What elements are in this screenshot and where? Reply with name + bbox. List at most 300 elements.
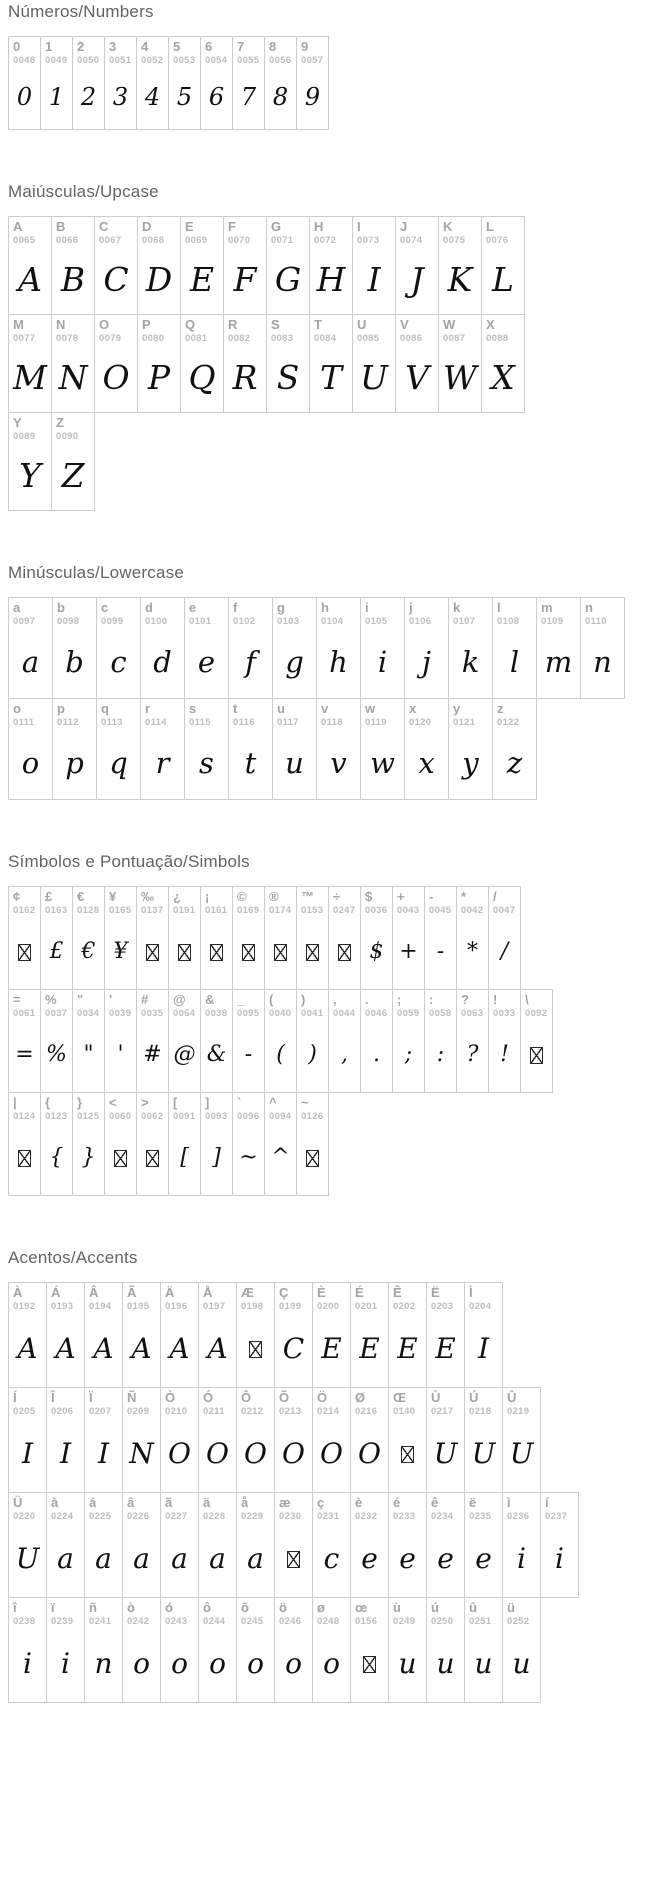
missing-glyph-box bbox=[210, 944, 223, 961]
cell-unicode-code: 0165 bbox=[109, 904, 132, 916]
cell-head bbox=[313, 1493, 350, 1522]
cell-unicode-code: 0074 bbox=[400, 234, 423, 246]
cell-char-label: ã bbox=[165, 1495, 173, 1510]
cell-char-label: X bbox=[486, 317, 495, 332]
cell-head bbox=[161, 1388, 198, 1417]
glyph-cell-0093 bbox=[200, 1092, 233, 1196]
cell-head bbox=[405, 598, 448, 627]
glyph-cell-0112 bbox=[52, 698, 97, 800]
cell-head bbox=[493, 598, 536, 627]
cell-char-label: n bbox=[585, 600, 593, 615]
cell-head bbox=[47, 1598, 84, 1627]
glyph: H bbox=[316, 260, 346, 300]
glyph-cell-0105 bbox=[360, 597, 405, 699]
cell-unicode-code: 0228 bbox=[203, 1510, 226, 1522]
cell-unicode-code: 0051 bbox=[109, 54, 132, 66]
cell-char-label: u bbox=[277, 701, 285, 716]
cell-unicode-code: 0125 bbox=[77, 1110, 100, 1122]
glyph-cell-0097 bbox=[8, 597, 53, 699]
cell-unicode-code: 0077 bbox=[13, 332, 36, 344]
cell-head bbox=[482, 315, 524, 344]
glyph-cell-0076 bbox=[481, 216, 525, 315]
cell-char-label: y bbox=[453, 701, 461, 716]
cell-head bbox=[41, 1093, 72, 1122]
cell-unicode-code: 0119 bbox=[365, 716, 387, 728]
glyph-cell-0059 bbox=[392, 989, 425, 1093]
missing-glyph-box bbox=[18, 1150, 31, 1167]
glyph: a bbox=[57, 1542, 74, 1576]
cell-unicode-code: 0114 bbox=[145, 716, 167, 728]
cell-unicode-code: 0247 bbox=[333, 904, 356, 916]
cell-char-label: € bbox=[77, 889, 85, 904]
cell-unicode-code: 0243 bbox=[165, 1615, 188, 1627]
cell-unicode-code: 0071 bbox=[271, 234, 294, 246]
cell-unicode-code: 0194 bbox=[89, 1300, 112, 1312]
glyph: e bbox=[475, 1542, 492, 1576]
glyph: y bbox=[462, 745, 479, 780]
glyph: A bbox=[55, 1332, 76, 1366]
cell-char-label: ; bbox=[397, 992, 402, 1007]
glyph: g bbox=[285, 644, 304, 679]
cell-char-label: @ bbox=[173, 992, 186, 1007]
cell-head bbox=[169, 887, 200, 916]
glyph: ' bbox=[117, 1042, 124, 1068]
cell-char-label: 7 bbox=[237, 39, 245, 54]
glyph-cell-0121 bbox=[448, 698, 493, 800]
cell-char-label: ‰ bbox=[141, 889, 154, 904]
cell-unicode-code: 0244 bbox=[203, 1615, 226, 1627]
glyph-cell-0088 bbox=[481, 314, 525, 413]
cell-head bbox=[427, 1598, 464, 1627]
cell-char-label: g bbox=[277, 600, 285, 615]
cell-head bbox=[237, 1493, 274, 1522]
glyph-cell-0229 bbox=[236, 1492, 275, 1598]
cell-char-label: Ù bbox=[431, 1390, 441, 1405]
cell-head bbox=[138, 217, 180, 246]
cell-head bbox=[265, 37, 296, 66]
cell-head bbox=[137, 1093, 168, 1122]
glyph: / bbox=[500, 939, 509, 965]
cell-char-label: ! bbox=[493, 992, 498, 1007]
glyph: ~ bbox=[239, 1145, 258, 1171]
glyph: O bbox=[358, 1437, 381, 1471]
glyph: I bbox=[367, 260, 381, 300]
glyph-row bbox=[8, 1387, 657, 1493]
cell-head bbox=[97, 699, 140, 728]
cell-unicode-code: 0232 bbox=[355, 1510, 378, 1522]
cell-char-label: Á bbox=[51, 1285, 61, 1300]
glyph-cell-0087 bbox=[438, 314, 482, 413]
cell-unicode-code: 0068 bbox=[142, 234, 165, 246]
glyph-row bbox=[8, 886, 657, 990]
cell-char-label: . bbox=[365, 992, 369, 1007]
glyph-missing bbox=[137, 916, 168, 989]
cell-head bbox=[9, 598, 52, 627]
cell-unicode-code: 0036 bbox=[365, 904, 388, 916]
cell-head bbox=[351, 1283, 388, 1312]
glyph: 9 bbox=[304, 83, 321, 112]
cell-char-label: S bbox=[271, 317, 280, 332]
glyph-missing bbox=[275, 1522, 312, 1597]
cell-char-label: < bbox=[109, 1095, 117, 1110]
cell-unicode-code: 0075 bbox=[443, 234, 466, 246]
cell-unicode-code: 0093 bbox=[205, 1110, 228, 1122]
cell-head bbox=[9, 990, 40, 1019]
glyph: o bbox=[247, 1647, 264, 1681]
cell-unicode-code: 0230 bbox=[279, 1510, 302, 1522]
cell-unicode-code: 0044 bbox=[333, 1007, 356, 1019]
glyph-cell-0078 bbox=[51, 314, 95, 413]
cell-char-label: , bbox=[333, 992, 337, 1007]
cell-char-label: 9 bbox=[301, 39, 309, 54]
cell-char-label: £ bbox=[45, 889, 53, 904]
glyph: u bbox=[512, 1647, 531, 1681]
glyph: O bbox=[168, 1437, 191, 1471]
cell-unicode-code: 0064 bbox=[173, 1007, 196, 1019]
cell-char-label: Ñ bbox=[127, 1390, 137, 1405]
cell-head bbox=[52, 315, 94, 344]
glyph: w bbox=[370, 745, 395, 780]
glyph: + bbox=[399, 939, 418, 965]
cell-char-label: ) bbox=[301, 992, 306, 1007]
glyph: h bbox=[329, 644, 348, 679]
glyph-missing bbox=[297, 1122, 328, 1195]
glyph-cell-0243 bbox=[160, 1597, 199, 1703]
cell-unicode-code: 0153 bbox=[301, 904, 324, 916]
glyph-cell-0201 bbox=[350, 1282, 389, 1388]
glyph: C bbox=[282, 1332, 305, 1366]
glyph-cell-0061 bbox=[8, 989, 41, 1093]
cell-head bbox=[85, 1283, 122, 1312]
glyph: X bbox=[491, 358, 515, 398]
glyph-missing bbox=[521, 1019, 552, 1092]
glyph-cell-0212 bbox=[236, 1387, 275, 1493]
cell-char-label: À bbox=[13, 1285, 23, 1300]
glyph: a bbox=[171, 1542, 188, 1576]
cell-unicode-code: 0080 bbox=[142, 332, 165, 344]
cell-unicode-code: 0100 bbox=[145, 615, 168, 627]
cell-char-label: ™ bbox=[301, 889, 314, 904]
glyph: f bbox=[245, 644, 256, 679]
cell-head bbox=[393, 887, 424, 916]
glyph: o bbox=[209, 1647, 226, 1681]
cell-head bbox=[9, 217, 51, 246]
cell-unicode-code: 0108 bbox=[497, 615, 520, 627]
cell-unicode-code: 0163 bbox=[45, 904, 68, 916]
glyph-missing bbox=[297, 916, 328, 989]
cell-char-label: G bbox=[271, 219, 282, 234]
cell-head bbox=[465, 1388, 502, 1417]
missing-glyph-box bbox=[178, 944, 191, 961]
cell-head bbox=[137, 37, 168, 66]
cell-unicode-code: 0169 bbox=[237, 904, 260, 916]
cell-head bbox=[449, 699, 492, 728]
glyph: G bbox=[274, 260, 302, 300]
glyph: o bbox=[171, 1647, 188, 1681]
glyph-cell-0250 bbox=[426, 1597, 465, 1703]
cell-head bbox=[521, 990, 552, 1019]
glyph: d bbox=[153, 644, 172, 679]
cell-head bbox=[351, 1388, 388, 1417]
cell-char-label: i bbox=[365, 600, 369, 615]
glyph: S bbox=[276, 358, 300, 398]
cell-char-label: [ bbox=[173, 1095, 178, 1110]
cell-unicode-code: 0239 bbox=[51, 1615, 74, 1627]
glyph-cell-0051 bbox=[104, 36, 137, 130]
cell-head bbox=[95, 217, 137, 246]
glyph-cell-0092 bbox=[520, 989, 553, 1093]
cell-head bbox=[73, 990, 104, 1019]
glyph-cell-0045 bbox=[424, 886, 457, 990]
cell-char-label: F bbox=[228, 219, 236, 234]
cell-head bbox=[9, 1493, 46, 1522]
cell-unicode-code: 0052 bbox=[141, 54, 164, 66]
cell-head bbox=[237, 1283, 274, 1312]
glyph-cell-0067 bbox=[94, 216, 138, 315]
glyph-cell-0218 bbox=[464, 1387, 503, 1493]
cell-unicode-code: 0049 bbox=[45, 54, 68, 66]
glyph-cell-0123 bbox=[40, 1092, 73, 1196]
glyph-cell-0033 bbox=[488, 989, 521, 1093]
section-title: Acentos/Accents bbox=[8, 1248, 138, 1267]
cell-head bbox=[105, 990, 136, 1019]
cell-unicode-code: 0109 bbox=[541, 615, 564, 627]
glyph-cell-0044 bbox=[328, 989, 361, 1093]
cell-unicode-code: 0060 bbox=[109, 1110, 132, 1122]
glyph-cell-0074 bbox=[395, 216, 439, 315]
glyph-cell-0048 bbox=[8, 36, 41, 130]
glyph-cell-0234 bbox=[426, 1492, 465, 1598]
cell-unicode-code: 0204 bbox=[469, 1300, 492, 1312]
glyph: 4 bbox=[144, 83, 161, 112]
cell-head bbox=[185, 598, 228, 627]
cell-head bbox=[47, 1493, 84, 1522]
glyph: , bbox=[341, 1042, 348, 1068]
cell-char-label: | bbox=[13, 1095, 17, 1110]
cell-char-label: W bbox=[443, 317, 456, 332]
glyph-cell-0119 bbox=[360, 698, 405, 800]
cell-char-label: ü bbox=[507, 1600, 515, 1615]
glyph-cell-0057 bbox=[296, 36, 329, 130]
cell-unicode-code: 0210 bbox=[165, 1405, 188, 1417]
cell-head bbox=[317, 699, 360, 728]
glyph-cell-0217 bbox=[426, 1387, 465, 1493]
glyph: m bbox=[544, 644, 573, 679]
glyph-cell-0126 bbox=[296, 1092, 329, 1196]
glyph: A bbox=[18, 260, 42, 300]
glyph-cell-0084 bbox=[309, 314, 353, 413]
cell-unicode-code: 0235 bbox=[469, 1510, 492, 1522]
cell-head bbox=[105, 37, 136, 66]
glyph: P bbox=[147, 358, 171, 398]
glyph-cell-0073 bbox=[352, 216, 396, 315]
cell-char-label: Å bbox=[203, 1285, 213, 1300]
cell-head bbox=[52, 413, 94, 442]
glyph-cell-0094 bbox=[264, 1092, 297, 1196]
glyph: i bbox=[23, 1647, 32, 1681]
glyph-cell-0124 bbox=[8, 1092, 41, 1196]
glyph-cell-0162 bbox=[8, 886, 41, 990]
glyph: ¥ bbox=[113, 939, 128, 965]
cell-char-label: ¿ bbox=[173, 889, 181, 904]
glyph: . bbox=[373, 1042, 380, 1068]
cell-unicode-code: 0092 bbox=[525, 1007, 548, 1019]
cell-unicode-code: 0104 bbox=[321, 615, 344, 627]
cell-char-label: ¡ bbox=[205, 889, 210, 904]
character-map bbox=[8, 2, 657, 1703]
glyph: N bbox=[58, 358, 88, 398]
cell-head bbox=[457, 887, 488, 916]
glyph-row bbox=[8, 989, 657, 1093]
glyph: L bbox=[492, 260, 514, 300]
glyph-cell-0200 bbox=[312, 1282, 351, 1388]
glyph: O bbox=[320, 1437, 343, 1471]
cell-head bbox=[237, 1598, 274, 1627]
cell-head bbox=[41, 37, 72, 66]
glyph: ] bbox=[212, 1145, 221, 1171]
glyph-cell-0058 bbox=[424, 989, 457, 1093]
cell-head bbox=[275, 1493, 312, 1522]
cell-char-label: s bbox=[189, 701, 197, 716]
cell-unicode-code: 0162 bbox=[13, 904, 36, 916]
glyph: 5 bbox=[176, 83, 193, 112]
missing-glyph-box bbox=[306, 944, 319, 961]
cell-head bbox=[41, 990, 72, 1019]
glyph: - bbox=[244, 1042, 253, 1068]
cell-head bbox=[297, 1093, 328, 1122]
cell-char-label: Q bbox=[185, 317, 196, 332]
glyph-row bbox=[8, 314, 657, 413]
glyph: # bbox=[143, 1042, 162, 1068]
glyph: J bbox=[410, 260, 424, 300]
cell-head bbox=[273, 598, 316, 627]
glyph: e bbox=[437, 1542, 454, 1576]
section-symbols bbox=[8, 852, 657, 1196]
glyph-cell-0199 bbox=[274, 1282, 313, 1388]
glyph: k bbox=[461, 644, 480, 679]
cell-char-label: E bbox=[185, 219, 194, 234]
section-title: Maiúsculas/Upcase bbox=[8, 182, 159, 201]
glyph-cell-0037 bbox=[40, 989, 73, 1093]
cell-unicode-code: 0089 bbox=[13, 430, 36, 442]
section-accents bbox=[8, 1248, 657, 1703]
glyph-cell-0125 bbox=[72, 1092, 105, 1196]
cell-head bbox=[389, 1283, 426, 1312]
cell-char-label: Õ bbox=[279, 1390, 290, 1405]
missing-glyph-box bbox=[249, 1341, 262, 1358]
cell-unicode-code: 0124 bbox=[13, 1110, 36, 1122]
cell-unicode-code: 0090 bbox=[56, 430, 79, 442]
cell-head bbox=[353, 217, 395, 246]
cell-char-label: Î bbox=[51, 1390, 55, 1405]
cell-char-label: 8 bbox=[269, 39, 277, 54]
cell-head bbox=[85, 1493, 122, 1522]
cell-unicode-code: 0192 bbox=[13, 1300, 36, 1312]
cell-unicode-code: 0070 bbox=[228, 234, 251, 246]
missing-glyph-box bbox=[338, 944, 351, 961]
glyph-row bbox=[8, 1597, 657, 1703]
cell-char-label: / bbox=[493, 889, 497, 904]
cell-char-label: ç bbox=[317, 1495, 325, 1510]
cell-unicode-code: 0059 bbox=[397, 1007, 420, 1019]
glyph-cell-0206 bbox=[46, 1387, 85, 1493]
cell-head bbox=[313, 1283, 350, 1312]
glyph-cell-0095 bbox=[232, 989, 265, 1093]
cell-unicode-code: 0241 bbox=[89, 1615, 112, 1627]
glyph-missing bbox=[137, 1122, 168, 1195]
cell-char-label: J bbox=[400, 219, 408, 234]
glyph-missing bbox=[201, 916, 232, 989]
glyph-row bbox=[8, 36, 657, 130]
cell-char-label: b bbox=[57, 600, 65, 615]
glyph-cell-0169 bbox=[232, 886, 265, 990]
cell-char-label: Ò bbox=[165, 1390, 176, 1405]
glyph: O bbox=[206, 1437, 229, 1471]
cell-unicode-code: 0191 bbox=[173, 904, 196, 916]
glyph-cell-0225 bbox=[84, 1492, 123, 1598]
cell-head bbox=[201, 37, 232, 66]
cell-head bbox=[229, 598, 272, 627]
cell-char-label: Æ bbox=[241, 1285, 254, 1300]
missing-glyph-box bbox=[146, 944, 159, 961]
cell-unicode-code: 0067 bbox=[99, 234, 122, 246]
cell-char-label: * bbox=[461, 889, 467, 904]
cell-unicode-code: 0217 bbox=[431, 1405, 454, 1417]
cell-char-label: H bbox=[314, 219, 324, 234]
cell-char-label: â bbox=[127, 1495, 135, 1510]
cell-unicode-code: 0057 bbox=[301, 54, 324, 66]
cell-unicode-code: 0224 bbox=[51, 1510, 74, 1522]
cell-unicode-code: 0047 bbox=[493, 904, 516, 916]
glyph-cell-0081 bbox=[180, 314, 224, 413]
glyph: @ bbox=[173, 1042, 196, 1068]
glyph-cell-0034 bbox=[72, 989, 105, 1093]
cell-char-label: Y bbox=[13, 415, 22, 430]
glyph-cell-0041 bbox=[296, 989, 329, 1093]
cell-head bbox=[73, 1093, 104, 1122]
cell-char-label: w bbox=[365, 701, 376, 716]
glyph: : bbox=[436, 1042, 445, 1068]
cell-char-label: h bbox=[321, 600, 329, 615]
cell-unicode-code: 0161 bbox=[205, 904, 228, 916]
cell-unicode-code: 0063 bbox=[461, 1007, 484, 1019]
cell-head bbox=[141, 598, 184, 627]
cell-unicode-code: 0062 bbox=[141, 1110, 164, 1122]
cell-char-label: " bbox=[77, 992, 84, 1007]
glyph-cell-0116 bbox=[228, 698, 273, 800]
glyph-row bbox=[8, 698, 657, 800]
cell-head bbox=[275, 1598, 312, 1627]
cell-char-label: N bbox=[56, 317, 66, 332]
glyph-cell-0091 bbox=[168, 1092, 201, 1196]
cell-char-label: _ bbox=[237, 992, 245, 1007]
glyph-cell-0236 bbox=[502, 1492, 541, 1598]
cell-unicode-code: 0105 bbox=[365, 615, 388, 627]
glyph: K bbox=[447, 260, 473, 300]
glyph: R bbox=[232, 358, 258, 398]
cell-char-label: ® bbox=[269, 889, 279, 904]
cell-head bbox=[9, 315, 51, 344]
glyph: I bbox=[21, 1437, 34, 1471]
glyph-cell-0137 bbox=[136, 886, 169, 990]
cell-char-label: ì bbox=[507, 1495, 511, 1510]
glyph: [ bbox=[180, 1145, 189, 1171]
cell-char-label: 6 bbox=[205, 39, 213, 54]
glyph: 0 bbox=[16, 83, 33, 112]
glyph-cell-0249 bbox=[388, 1597, 427, 1703]
cell-head bbox=[482, 217, 524, 246]
glyph: { bbox=[49, 1145, 64, 1171]
